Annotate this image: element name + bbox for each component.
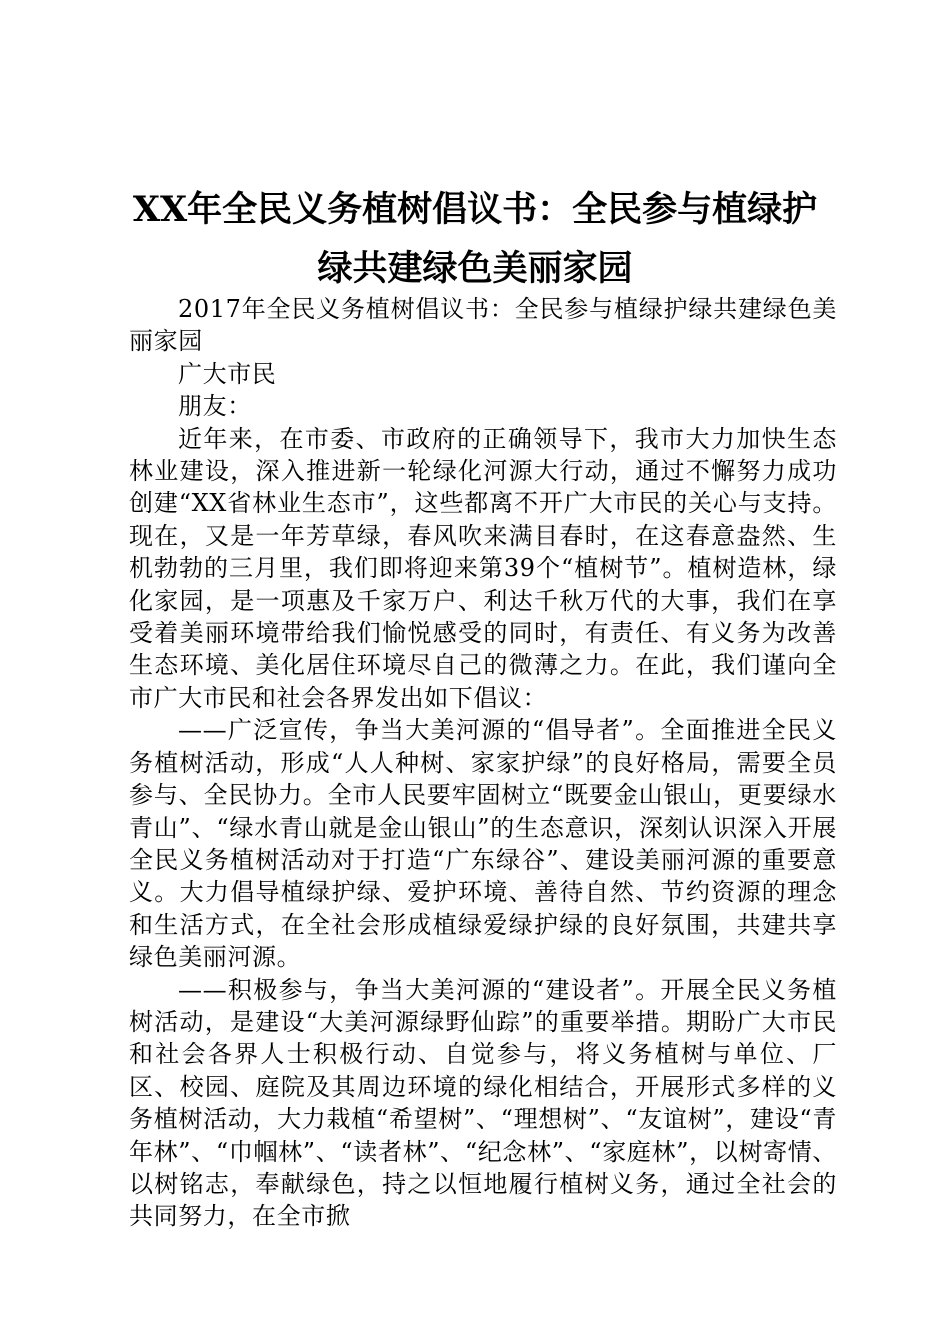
proposal-paragraph-1: ——广泛宣传，争当大美河源的“倡导者”。全面推进全民义务植树活动，形成“人人种树、家家护绿”的良好格局，需要全员参与、全民协力。全市人民要牢固树立“既要金山银山，更要绿水青山”、“绿水青山就是金山银山”的生态意识，深刻认识深入开展全民义务植树活动对于打造“广东绿谷”、建设美丽河源的重要意义。大力倡导植绿护绿、爱护环境、善待自然、节约资源的理念和生活方式，在全社会形成植绿爱绿护绿的良好氛围，共建共享绿色美丽河源。 — [129, 716, 837, 972]
intro-paragraph: 近年来，在市委、市政府的正确领导下，我市大力加快生态林业建设，深入推进新一轮绿化河源大行动，通过不懈努力成功创建“XX省林业生态市”，这些都离不开广大市民的关心与支持。现在，又是一年芳草绿，春风吹来满目春时，在这春意盎然、生机勃勃的三月里，我们即将迎来第39个“植树节”。植树造林，绿化家园，是一项惠及千家万户、利达千秋万代的大事，我们在享受着美丽环境带给我们愉悦感受的同时，有责任、有义务为改善生态环境、美化居住环境尽自己的微薄之力。在此，我们谨向全市广大市民和社会各界发出如下倡议： — [129, 424, 837, 712]
salutation-line-2: 朋友： — [178, 392, 252, 421]
proposal-paragraph-2: ——积极参与，争当大美河源的“建设者”。开展全民义务植树活动，是建设“大美河源绿野仙踪”的重要举措。期盼广大市民和社会各界人士积极行动、自觉参与，将义务植树与单位、厂区、校园、庭院及其周边环境的绿化相结合，开展形式多样的义务植树活动，大力栽植“希望树”、“理想树”、“友谊树”，建设“青年林”、“巾帼林”、“读者林”、“纪念林”、“家庭林”，以树寄情、以树铭志，奉献绿色，持之以恒地履行植树义务，通过全社会的共同努力，在全市掀 — [129, 975, 837, 1231]
document-title-line-2: 绿共建绿色美丽家园 — [317, 248, 633, 289]
salutation-line-1: 广大市民 — [178, 359, 277, 388]
subtitle-paragraph: 2017年全民义务植树倡议书：全民参与植绿护绿共建绿色美丽家园 — [129, 295, 837, 356]
document-title-line-1: XX年全民义务植树倡议书：全民参与植绿护 — [132, 189, 818, 230]
document-body — [129, 293, 837, 1233]
